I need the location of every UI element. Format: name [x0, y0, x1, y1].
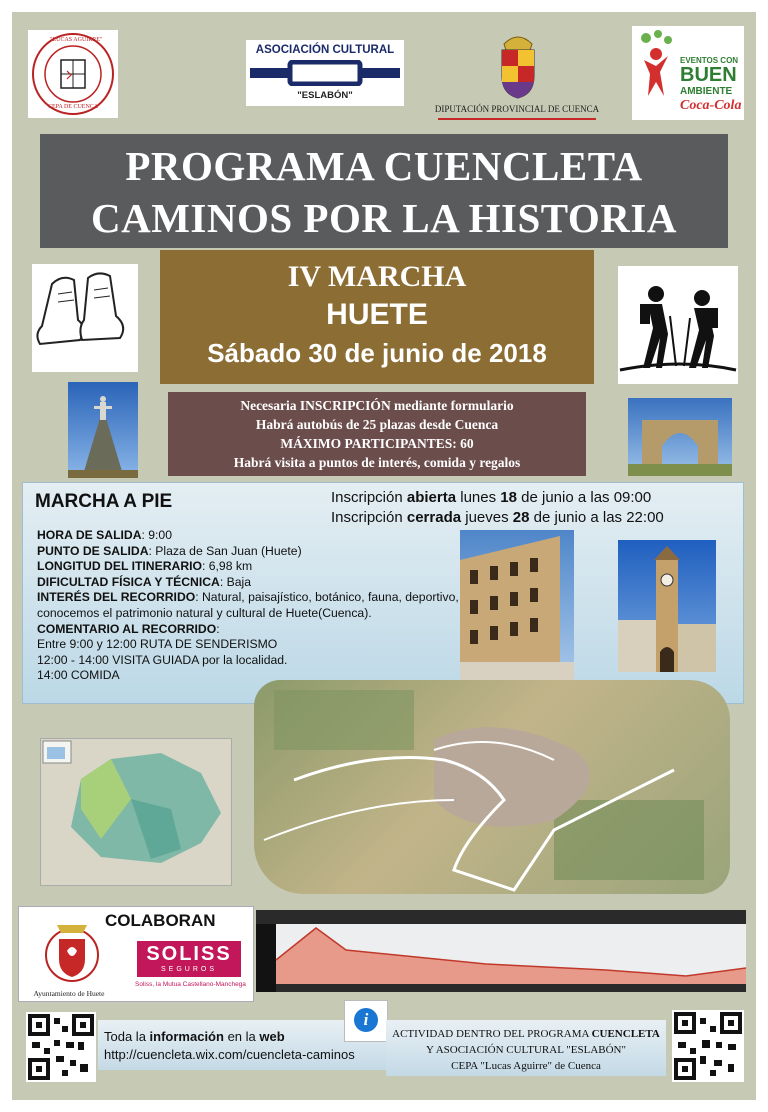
registration-info-box: [168, 392, 586, 476]
info-line3: MÁXIMO PARTICIPANTES: 60: [280, 436, 474, 451]
reg-open-bold: abierta: [406, 489, 457, 506]
activity-line1-prefix: ACTIVIDAD DENTRO DEL PROGRAMA: [392, 1028, 592, 1040]
info-icon: [344, 1000, 388, 1042]
asociacion-line2: "ESLABÓN": [297, 90, 353, 101]
qr-code-right[interactable]: [672, 1010, 744, 1082]
interes-value: : Natural, paisajístico, botánico, fauna, deportivo, conocemos el patrimonio natural y cultural de Huete(Cuenca).: [37, 590, 459, 620]
qr-code-left[interactable]: [26, 1012, 96, 1082]
collab-title: COLABORAN: [105, 911, 216, 930]
comentario-value: :: [216, 621, 220, 636]
eventos-buen-ambiente-logo: [632, 26, 744, 120]
statue-photo: [68, 382, 138, 478]
schedule-line-a: Entre 9:00 y 12:00 RUTA DE SENDERISMO: [37, 637, 278, 652]
reg-close-mid: jueves: [461, 509, 513, 526]
asociacion-line1: ASOCIACIÓN CULTURAL: [255, 44, 395, 56]
interes-label: INTERÉS DEL RECORRIDO: [37, 590, 196, 605]
coca-cola-logo: Coca-Cola: [680, 98, 742, 113]
activity-line1-bold: CUENCLETA: [591, 1028, 660, 1040]
reg-open-prefix: Inscripción: [331, 489, 407, 506]
registration-open: [331, 489, 651, 506]
schedule-line-b: 12:00 - 14:00 VISITA GUIADA por la localidad.: [37, 652, 288, 667]
schedule-line-c: 14:00 COMIDA: [37, 668, 120, 683]
boots-illustration: [32, 264, 138, 372]
diputacion-text: DIPUTACIÓN PROVINCIAL DE CUENCA: [434, 104, 600, 114]
reg-close-bold: cerrada: [406, 509, 462, 526]
web-bold: información: [149, 1029, 224, 1044]
dificultad-label: DIFICULTAD FÍSICA Y TÉCNICA: [37, 574, 220, 589]
arch-ruins-photo: [628, 398, 732, 476]
web-bold2: web: [259, 1029, 285, 1044]
hikers-silhouette: [618, 266, 738, 384]
cepa-logo: [28, 30, 118, 118]
website-link[interactable]: http://cuencleta.wix.com/cuencleta-caminos: [104, 1047, 355, 1062]
event-box: [160, 250, 594, 384]
comentario-label: COMENTARIO AL RECORRIDO: [37, 621, 217, 636]
punto-value: : Plaza de San Juan (Huete): [148, 543, 302, 558]
soliss-logo: [137, 941, 241, 977]
hora-value: : 9:00: [141, 528, 172, 542]
walk-title: MARCHA A PIE: [35, 491, 173, 512]
longitud-value: : 6,98 km: [201, 559, 253, 574]
diputacion-logo: [432, 30, 602, 120]
soliss-name: SOLISS: [146, 943, 232, 965]
reg-close-suffix: de junio a las 22:00: [529, 509, 664, 526]
reg-open-mid: lunes: [456, 489, 501, 506]
punto-label: PUNTO DE SALIDA: [37, 543, 149, 558]
hora-label: HORA DE SALIDA: [37, 528, 142, 542]
registration-close: [331, 509, 664, 526]
walk-details-list: [37, 528, 467, 684]
program-title-banner: [40, 134, 728, 248]
info-line1: Necesaria INSCRIPCIÓN mediante formulario: [240, 398, 514, 413]
event-date: Sábado 30 de junio de 2018: [207, 338, 547, 368]
info-line4: Habrá visita a puntos de interés, comida y regalos: [233, 455, 521, 470]
activity-line2: Y ASOCIACIÓN CULTURAL "ESLABÓN": [426, 1044, 626, 1056]
info-icon-glyph: i: [354, 1008, 378, 1032]
activity-line3: CEPA "Lucas Aguirre" de Cuenca: [451, 1060, 601, 1072]
program-title-line1: PROGRAMA CUENCLETA: [125, 143, 643, 189]
footer-web-box: [98, 1020, 386, 1070]
cepa-logo-bottom-text: CEPA DE CUENCA: [48, 104, 99, 110]
reg-open-suffix: de junio a las 09:00: [516, 489, 652, 506]
route-satellite-map: [254, 680, 730, 894]
diputacion-underline: [438, 118, 596, 120]
program-title-line2: CAMINOS POR LA HISTORIA: [91, 195, 677, 241]
chain-link-icon: [250, 60, 400, 86]
footer-activity-box: [386, 1020, 666, 1076]
coat-of-arms-icon: [498, 32, 538, 100]
dificultad-value: : Baja: [219, 574, 251, 589]
eventos-line2: BUEN: [680, 64, 737, 86]
web-mid: en la: [223, 1029, 260, 1044]
soliss-caption: Soliss, la Mutua Castellano-Manchega: [135, 981, 246, 988]
convent-building-photo: [460, 530, 574, 680]
eventos-line1: EVENTOS CON: [680, 56, 739, 65]
ayuntamiento-label: Ayuntamiento de Huete: [33, 989, 105, 998]
elevation-profile-image: [256, 910, 746, 992]
huete-coat-of-arms-icon: [37, 915, 107, 987]
web-prefix: Toda la: [104, 1029, 150, 1044]
reg-close-prefix: Inscripción: [331, 509, 407, 526]
reg-open-day: 18: [500, 489, 517, 506]
soliss-sub: SEGUROS: [160, 966, 217, 973]
activity-line1: [386, 1026, 666, 1042]
clock-tower-photo: [618, 540, 716, 672]
asociacion-eslabon-logo: [246, 40, 404, 106]
longitud-label: LONGITUD DEL ITINERARIO: [37, 559, 202, 574]
eventos-line3: AMBIENTE: [680, 86, 733, 97]
person-leaves-icon: [636, 30, 676, 100]
reg-close-day: 28: [512, 509, 530, 526]
event-location: HUETE: [326, 298, 428, 331]
info-line2: Habrá autobús de 25 plazas desde Cuenca: [255, 417, 499, 432]
collaborators-box: [18, 906, 254, 1002]
event-edition: IV MARCHA: [287, 260, 467, 293]
cuenca-province-map: [40, 738, 232, 886]
cepa-logo-top-text: "LUCAS AGUIRRE": [50, 37, 103, 43]
